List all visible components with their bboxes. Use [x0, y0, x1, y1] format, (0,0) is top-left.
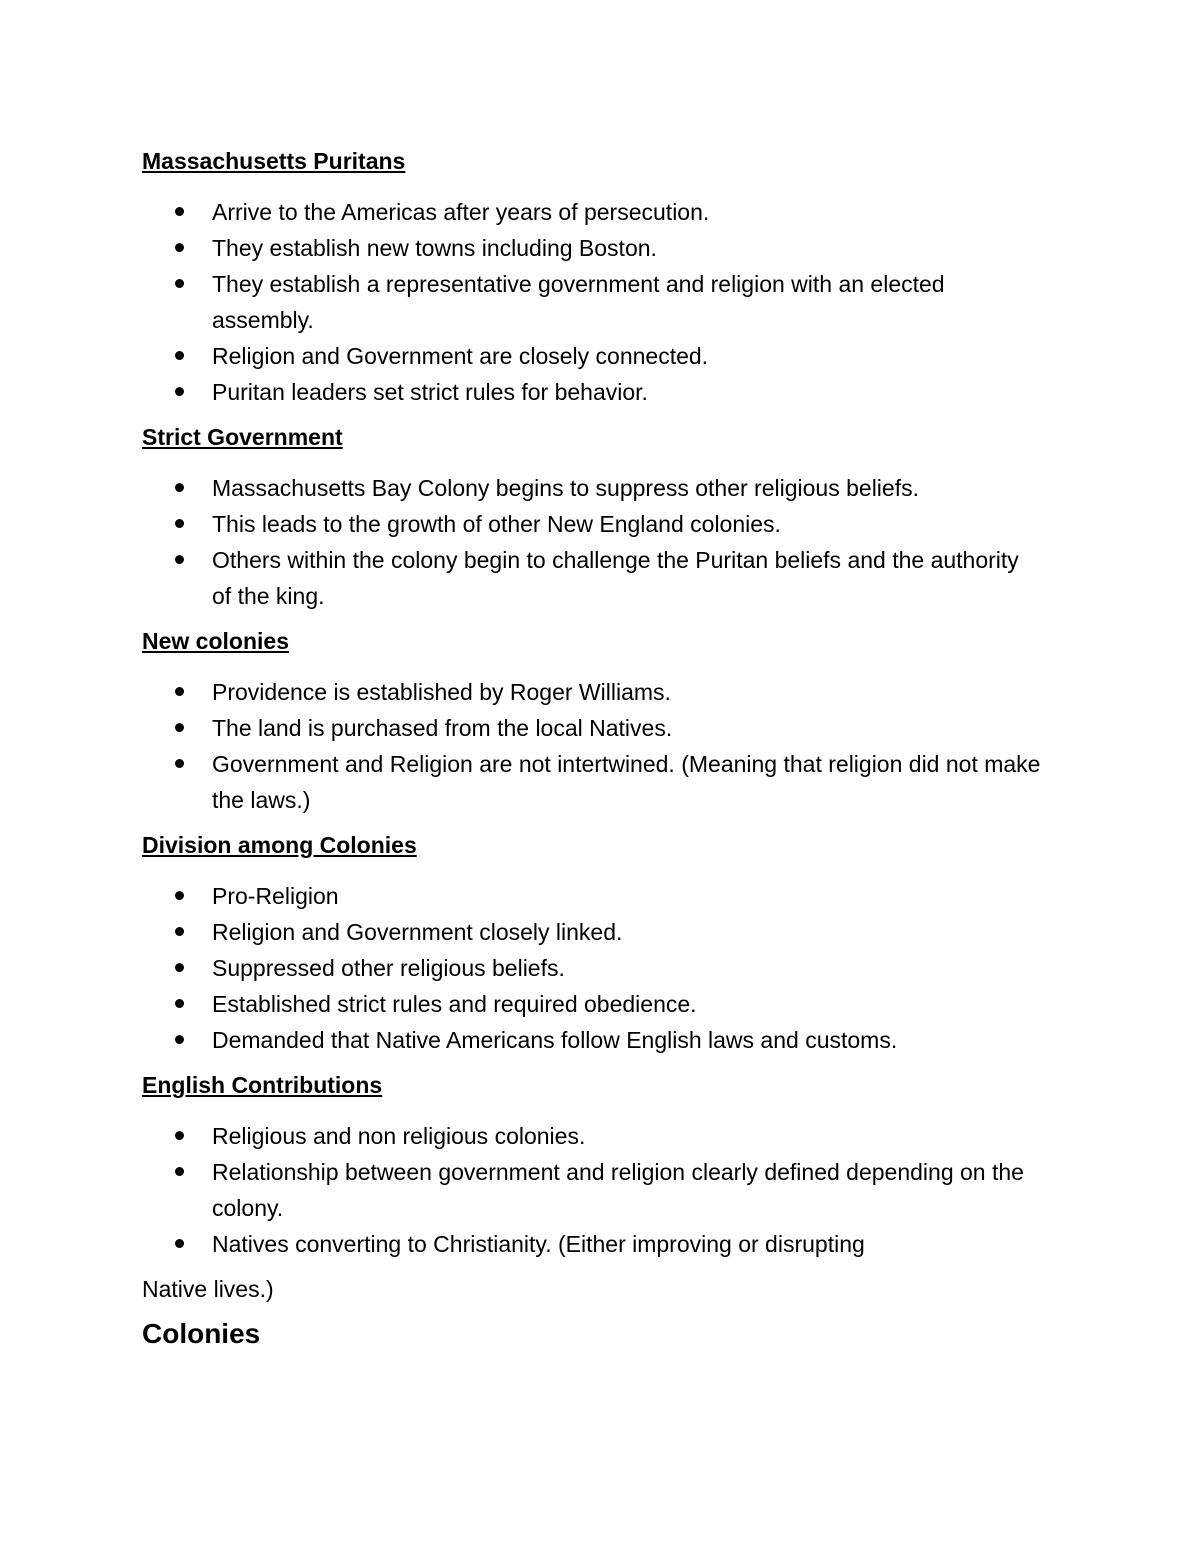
list-item [142, 374, 1042, 410]
section-massachusetts-puritans [142, 146, 1042, 410]
list-item [142, 1154, 1042, 1226]
list-item [142, 950, 1042, 986]
list-item [142, 878, 1042, 914]
list-item-text: Established strict rules and required obedience. [212, 991, 697, 1017]
list-item-text: Suppressed other religious beliefs. [212, 955, 565, 981]
list-item-text: Relationship between government and religion clearly defined depending on the colony. [212, 1159, 1024, 1221]
section-heading: Division among Colonies [142, 832, 417, 858]
list-item [142, 914, 1042, 950]
section-new-colonies [142, 626, 1042, 818]
bullet-list [142, 194, 1042, 410]
list-item-text: The land is purchased from the local Natives. [212, 715, 673, 741]
list-item [142, 1118, 1042, 1154]
bullet-icon [175, 207, 184, 216]
list-item [142, 266, 1042, 338]
list-item [142, 674, 1042, 710]
list-item [142, 230, 1042, 266]
bullet-icon [175, 927, 184, 936]
bullet-icon [175, 687, 184, 696]
list-item [142, 746, 1042, 818]
list-item-text: Religion and Government closely linked. [212, 919, 623, 945]
section-heading: English Contributions [142, 1072, 383, 1098]
list-item [142, 194, 1042, 230]
closing-heading: Colonies [142, 1318, 261, 1349]
bullet-icon [175, 351, 184, 360]
list-item-text: Government and Religion are not intertwined. (Meaning that religion did not make the laws.) [212, 751, 1041, 813]
list-item [142, 986, 1042, 1022]
bullet-icon [175, 483, 184, 492]
list-item-text: This leads to the growth of other New England colonies. [212, 511, 781, 537]
bullet-icon [175, 723, 184, 732]
list-item-text: Natives converting to Christianity. (Either improving or disrupting [212, 1231, 865, 1257]
section-english-contributions [142, 1070, 1042, 1262]
list-item [142, 542, 1042, 614]
bullet-list [142, 470, 1042, 614]
list-item-text: Arrive to the Americas after years of persecution. [212, 199, 710, 225]
list-item [142, 710, 1042, 746]
list-item [142, 338, 1042, 374]
bullet-icon [175, 963, 184, 972]
bullet-icon [175, 759, 184, 768]
bullet-icon [175, 1035, 184, 1044]
bullet-icon [175, 1131, 184, 1140]
bullet-icon [175, 519, 184, 528]
section-heading: Strict Government [142, 424, 343, 450]
list-item [142, 1226, 1042, 1262]
document-content [142, 146, 1042, 1352]
bullet-icon [175, 243, 184, 252]
section-heading: New colonies [142, 628, 289, 654]
bullet-list [142, 1118, 1042, 1262]
list-item-text: Providence is established by Roger Williams. [212, 679, 671, 705]
section-heading: Massachusetts Puritans [142, 148, 406, 174]
list-item-text: They establish new towns including Boston. [212, 235, 657, 261]
bullet-icon [175, 891, 184, 900]
list-item [142, 470, 1042, 506]
list-item-text: They establish a representative government and religion with an elected assembly. [212, 271, 945, 333]
list-item-text: Pro-Religion [212, 883, 339, 909]
bullet-icon [175, 1167, 184, 1176]
list-item-text: Puritan leaders set strict rules for behavior. [212, 379, 648, 405]
list-item-text: Demanded that Native Americans follow English laws and customs. [212, 1027, 898, 1053]
list-item [142, 506, 1042, 542]
bullet-icon [175, 279, 184, 288]
continuation-text: Native lives.) [142, 1276, 274, 1302]
list-item [142, 1022, 1042, 1058]
bullet-icon [175, 387, 184, 396]
list-item-text: Massachusetts Bay Colony begins to suppress other religious beliefs. [212, 475, 919, 501]
bullet-icon [175, 999, 184, 1008]
section-strict-government [142, 422, 1042, 614]
bullet-list [142, 878, 1042, 1058]
section-division-among-colonies [142, 830, 1042, 1058]
bullet-icon [175, 555, 184, 564]
bullet-list [142, 674, 1042, 818]
list-item-text: Religion and Government are closely connected. [212, 343, 709, 369]
list-item-text: Religious and non religious colonies. [212, 1123, 586, 1149]
bullet-icon [175, 1239, 184, 1248]
list-item-text: Others within the colony begin to challenge the Puritan beliefs and the authority of the king. [212, 547, 1019, 609]
